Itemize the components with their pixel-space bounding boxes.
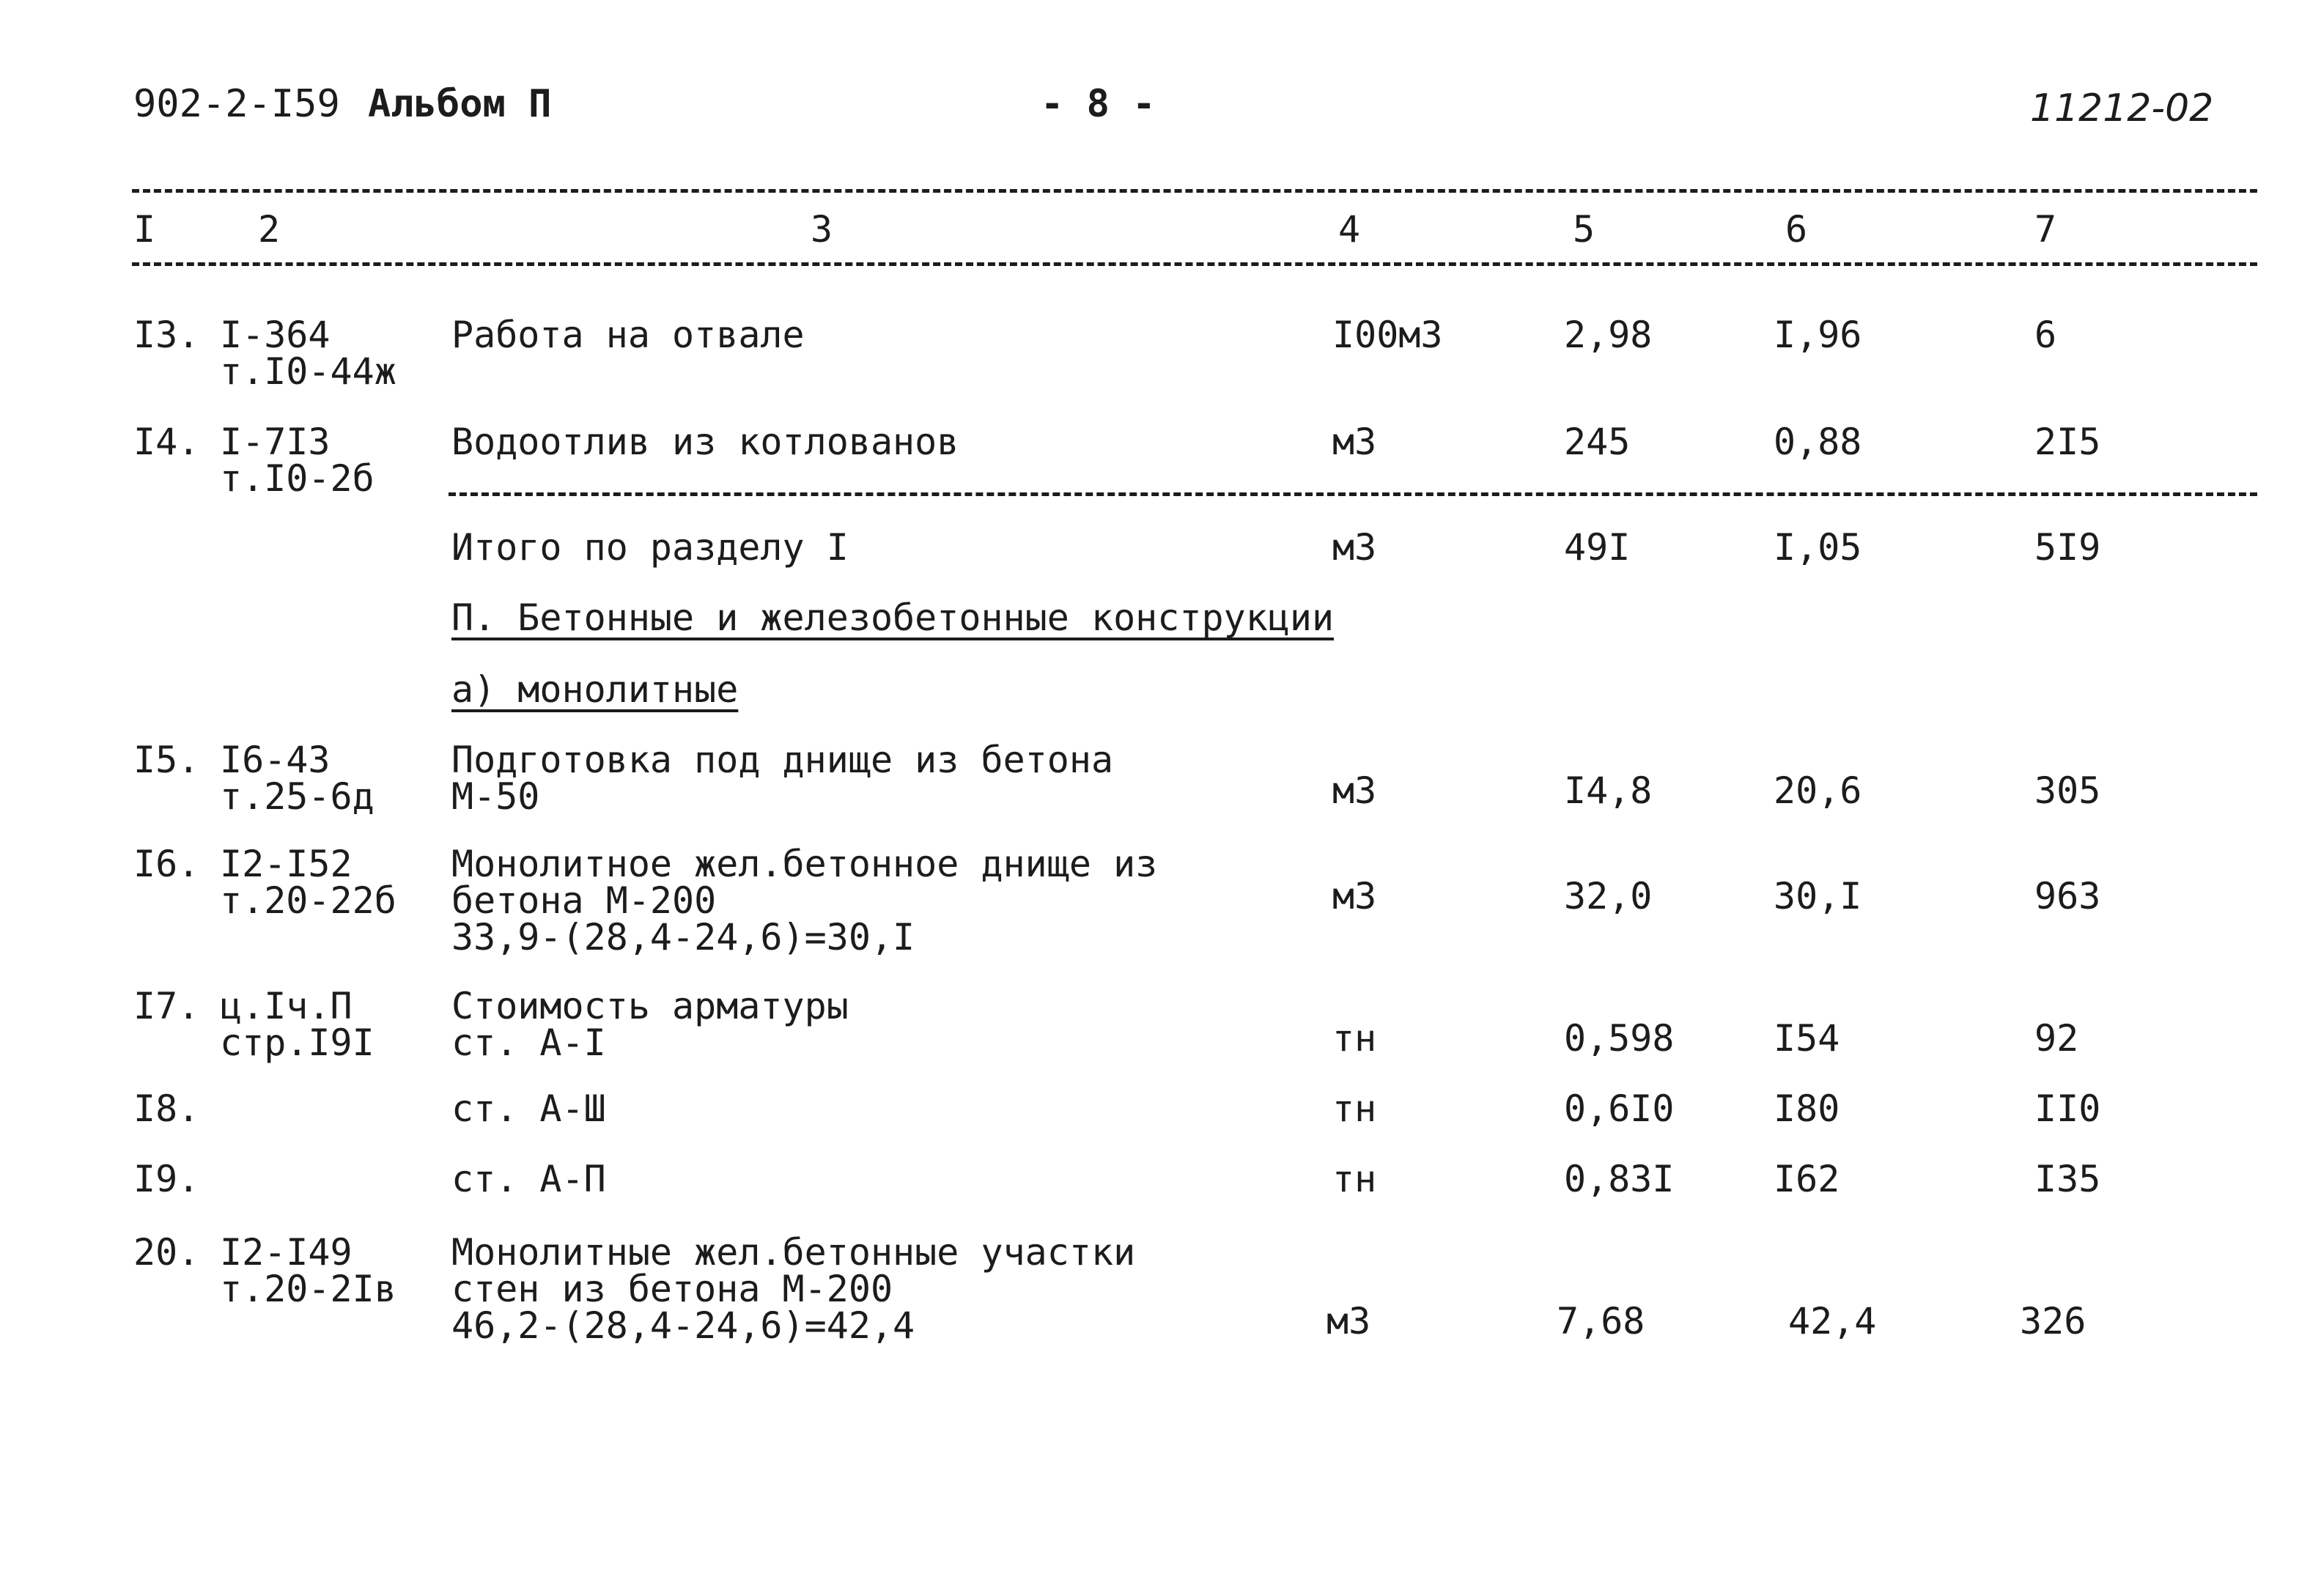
row-13-num: I3. <box>133 314 200 356</box>
row-20-ref: I2-I49 т.20-2Iв <box>220 1231 396 1310</box>
row-14-c7: 2I5 <box>2034 421 2101 463</box>
row-13-c5: 2,98 <box>1564 314 1653 356</box>
row-20-c5: 7,68 <box>1557 1300 1645 1342</box>
row-20-num: 20. <box>133 1231 200 1274</box>
row-19-unit: тн <box>1332 1158 1377 1200</box>
document-code: 902-2-I59 <box>133 82 340 126</box>
row-16-unit: м3 <box>1332 875 1377 917</box>
row-18-c7: II0 <box>2034 1087 2101 1130</box>
row-13-ref: I-364 т.I0-44ж <box>220 314 396 393</box>
row-14-ref: I-7I3 т.I0-2б <box>220 421 374 500</box>
col-header-5: 5 <box>1573 208 1595 251</box>
row-15-desc: Подготовка под днище из бетона М-50 <box>451 739 1114 818</box>
row-15-c5: I4,8 <box>1564 769 1653 812</box>
row-20-c6: 42,4 <box>1788 1300 1877 1342</box>
row-15-ref: I6-43 т.25-6д <box>220 739 374 818</box>
row-17-ref: ц.Iч.П стр.I9I <box>220 985 374 1064</box>
row-18-c6: I80 <box>1774 1087 1840 1130</box>
row-19-num: I9. <box>133 1158 200 1200</box>
subtotal-c6: I,05 <box>1774 526 1862 569</box>
row-15-num: I5. <box>133 739 200 781</box>
row-14-c5: 245 <box>1564 421 1631 463</box>
document-number: 11212-02 <box>2030 86 2214 130</box>
subtotal-desc: Итого по разделу I <box>451 526 849 569</box>
row-19-c6: I62 <box>1774 1158 1840 1200</box>
row-16-c5: 32,0 <box>1564 875 1653 917</box>
row-17-num: I7. <box>133 985 200 1027</box>
col-header-2: 2 <box>258 208 281 251</box>
row-17-unit: тн <box>1332 1017 1377 1060</box>
row-17-c5: 0,598 <box>1564 1017 1675 1060</box>
row-13-desc: Работа на отвале <box>451 314 805 356</box>
row-19-desc: ст. А-П <box>451 1158 606 1200</box>
row-16-desc: Монолитное жел.бетонное днище из бетона М-200 33,9-(28,4-24,6)=30,I <box>451 843 1158 958</box>
row-18-c5: 0,6I0 <box>1564 1087 1675 1130</box>
col-header-4: 4 <box>1338 208 1361 251</box>
row-14-desc: Водоотлив из котлованов <box>451 421 959 463</box>
subtotal-unit: м3 <box>1332 526 1377 569</box>
col-header-6: 6 <box>1785 208 1808 251</box>
row-15-c7: 305 <box>2034 769 2101 812</box>
subtotal-rule <box>449 492 2257 496</box>
header-top-rule <box>132 189 2257 193</box>
row-17-desc: Стоимость арматуры ст. А-I <box>451 985 849 1064</box>
section-heading: П. Бетонные и железобетонные конструкции <box>451 596 1335 639</box>
row-17-c6: I54 <box>1774 1017 1840 1060</box>
subtotal-c5: 49I <box>1564 526 1631 569</box>
subtotal-c7: 5I9 <box>2034 526 2101 569</box>
row-13-c7: 6 <box>2034 314 2057 356</box>
album-label: Альбом П <box>368 82 552 126</box>
header-bottom-rule <box>132 262 2257 266</box>
row-20-unit: м3 <box>1326 1300 1371 1342</box>
row-18-num: I8. <box>133 1087 200 1130</box>
row-14-unit: м3 <box>1332 421 1377 463</box>
row-19-c5: 0,83I <box>1564 1158 1675 1200</box>
row-18-desc: ст. А-Ш <box>451 1087 606 1130</box>
row-13-unit: I00м3 <box>1332 314 1443 356</box>
row-20-c7: 326 <box>2020 1300 2086 1342</box>
page-number: - 8 - <box>1041 82 1156 126</box>
row-14-num: I4. <box>133 421 200 463</box>
row-15-unit: м3 <box>1332 769 1377 812</box>
row-14-c6: 0,88 <box>1774 421 1862 463</box>
row-15-c6: 20,6 <box>1774 769 1862 812</box>
row-13-c6: I,96 <box>1774 314 1862 356</box>
col-header-7: 7 <box>2034 208 2057 251</box>
row-20-desc: Монолитные жел.бетонные участки стен из бетона М-200 46,2-(28,4-24,6)=42,4 <box>451 1231 1136 1347</box>
row-16-ref: I2-I52 т.20-22б <box>220 843 396 922</box>
subsection-heading: а) монолитные <box>451 668 739 711</box>
row-18-unit: тн <box>1332 1087 1377 1130</box>
col-header-3: 3 <box>811 208 833 251</box>
row-16-num: I6. <box>133 843 200 885</box>
col-header-1: I <box>133 208 156 251</box>
row-16-c7: 963 <box>2034 875 2101 917</box>
row-19-c7: I35 <box>2034 1158 2101 1200</box>
row-16-c6: 30,I <box>1774 875 1862 917</box>
row-17-c7: 92 <box>2034 1017 2079 1060</box>
